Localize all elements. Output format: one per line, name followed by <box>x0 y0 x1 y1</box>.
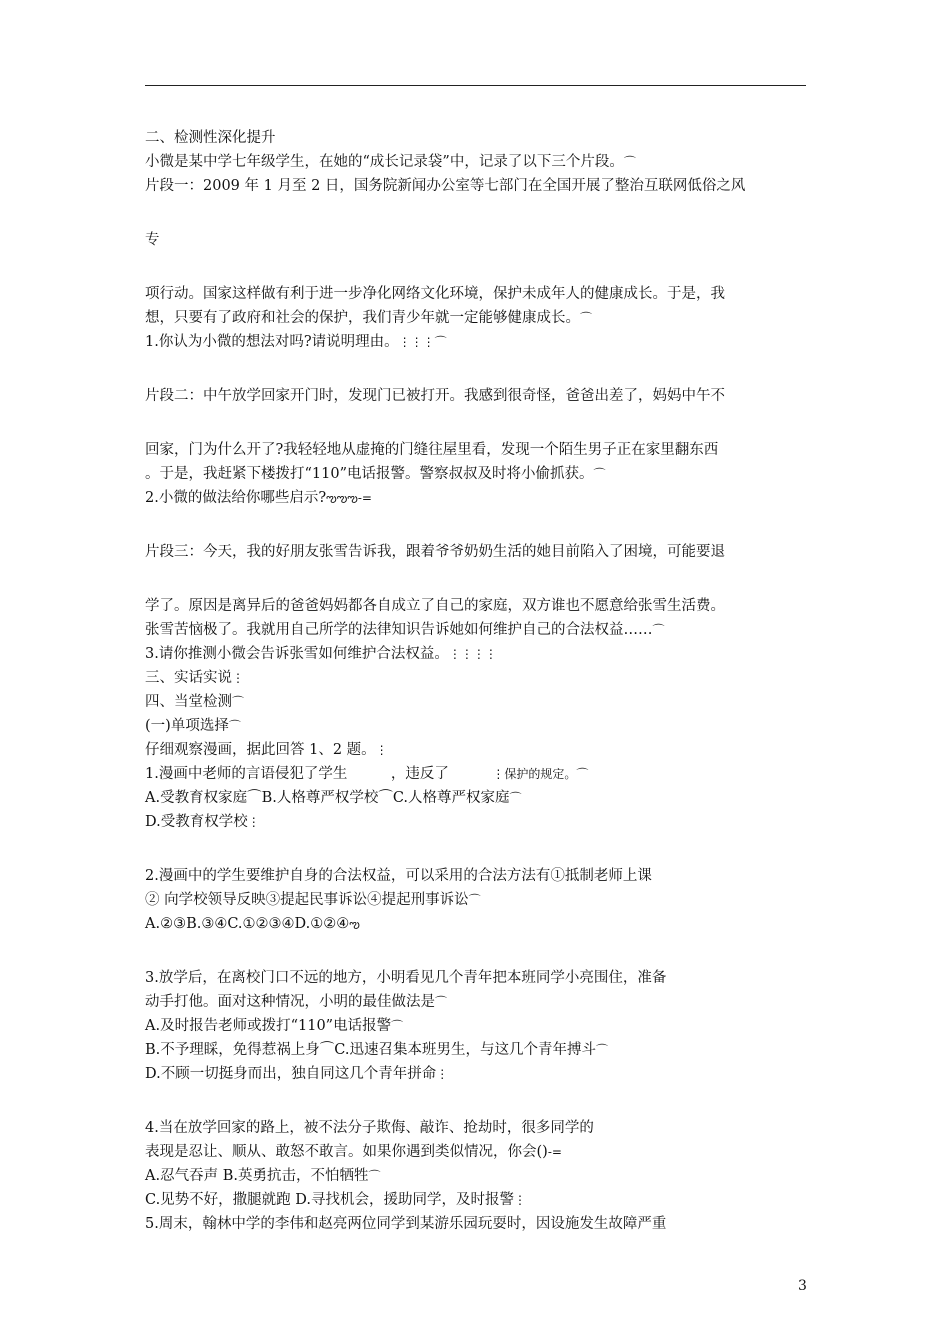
text-line <box>145 1038 810 1062</box>
line-mark: ⌒ <box>228 719 241 733</box>
text-line <box>145 594 810 618</box>
line-text: D.不顾一切挺身而出，独自同这几个青年拼命 <box>145 1066 437 1082</box>
line-text: 2.漫画中的学生要维护自身的合法权益，可以采用的合法方法有①抵制老师上课 <box>145 868 652 884</box>
document-body <box>145 126 810 1236</box>
text-line <box>145 690 810 714</box>
line-mark: ⋮ <box>514 1193 527 1207</box>
line-mark: ⌒ <box>593 467 606 481</box>
line-mark: ⌒ <box>509 791 522 805</box>
line-mark: ⋮ <box>436 1067 449 1081</box>
text-line <box>145 864 810 888</box>
text-line <box>145 1164 810 1188</box>
line-text: A.忍气吞声 B.英勇抗击，不怕牺牲 <box>145 1168 369 1184</box>
line-text: 想，只要有了政府和社会的保护，我们青少年就一定能够健康成长。 <box>145 310 580 326</box>
line-mark: -= <box>547 1145 562 1159</box>
text-line <box>145 1014 810 1038</box>
line-text: 1.漫画中老师的言语侵犯了学生 ，违反了 <box>145 766 493 782</box>
line-text: 二、检测性深化提升 <box>145 130 276 146</box>
line-text: (一)单项选择 <box>145 718 229 734</box>
text-line <box>145 888 810 912</box>
line-text: 张雪苦恼极了。我就用自己所学的法律知识告诉她如何维护自己的合法权益…… <box>145 622 653 638</box>
line-gap <box>145 408 810 438</box>
line-mark: ⌒ <box>391 1019 404 1033</box>
header-rule <box>145 85 806 86</box>
line-text: 项行动。国家这样做有利于进一步净化网络文化环境，保护未成年人的健康成长。于是，我 <box>145 286 725 302</box>
line-mark: ⌒ <box>580 311 593 325</box>
line-gap <box>145 834 810 864</box>
line-text: 四、当堂检测 <box>145 694 232 710</box>
line-text: D.受教育权学校 <box>145 814 248 830</box>
line-mark: ⌒ <box>435 995 448 1009</box>
line-mark: ఌ <box>349 917 360 931</box>
line-text: 小微是某中学七年级学生，在她的“成长记录袋”中，记录了以下三个片段。 <box>145 154 624 170</box>
line-mark: ⋮ <box>232 671 244 685</box>
line-text: 专 <box>145 232 160 248</box>
line-gap <box>145 198 810 228</box>
text-line <box>145 1188 810 1212</box>
line-text: 。于是，我赶紧下楼拨打“110”电话报警。警察叔叔及时将小偷抓获。 <box>145 466 594 482</box>
line-text: 学了。原因是离异后的爸爸妈妈都各自成立了自己的家庭，双方谁也不愿意给张雪生活费。 <box>145 598 725 614</box>
text-line <box>145 1062 810 1086</box>
text-line <box>145 150 810 174</box>
line-text: C.见势不好，撒腿就跑 D.寻找机会，援助同学，及时报警 <box>145 1192 515 1208</box>
text-line <box>145 714 810 738</box>
text-line <box>145 228 810 252</box>
line-mark: ⋮⋮⋮⋮ <box>448 647 497 661</box>
line-mark: ⌒ <box>652 623 665 637</box>
line-mark: ⌒ <box>623 155 636 169</box>
line-mark: ⋮保护的规定。⌒ <box>492 767 589 781</box>
line-gap <box>145 1086 810 1116</box>
text-line <box>145 618 810 642</box>
line-gap <box>145 936 810 966</box>
line-text: 动手打他。面对这种情况，小明的最佳做法是 <box>145 994 435 1010</box>
page-number: 3 <box>798 1278 807 1294</box>
text-line <box>145 810 810 834</box>
line-gap <box>145 252 810 282</box>
text-line <box>145 126 810 150</box>
line-mark: ⌒ <box>595 1043 608 1057</box>
line-mark: ⋮ <box>375 743 388 757</box>
line-text: 回家，门为什么开了?我轻轻地从虚掩的门缝往屋里看，发现一个陌生男子正在家里翻东西 <box>145 442 719 458</box>
text-line <box>145 1212 810 1236</box>
line-mark: ⌒ <box>368 1169 381 1183</box>
text-line <box>145 1140 810 1164</box>
text-line <box>145 642 810 666</box>
text-line <box>145 966 810 990</box>
line-text: A.及时报告老师或拨打“110”电话报警 <box>145 1018 392 1034</box>
line-gap <box>145 510 810 540</box>
text-line <box>145 912 810 936</box>
line-text: 仔细观察漫画，据此回答 1、2 题。 <box>145 742 376 758</box>
line-mark: ⌒ <box>468 893 481 907</box>
text-line <box>145 486 810 510</box>
line-text: 2.小微的做法给你哪些启示? <box>145 490 327 506</box>
text-line <box>145 282 810 306</box>
line-text: 三、实话实说 <box>145 670 232 686</box>
line-text: B.不予理睬，免得惹祸上身⌒C.迅速召集本班男生，与这几个青年搏斗 <box>145 1042 596 1058</box>
line-text: 5.周末，翰林中学的李伟和赵亮两位同学到某游乐园玩耍时，因设施发生故障严重 <box>145 1216 667 1232</box>
line-text: 表现是忍让、顺从、敢怒不敢言。如果你遇到类似情况，你会() <box>145 1144 548 1160</box>
text-line <box>145 438 810 462</box>
text-line <box>145 330 810 354</box>
text-line <box>145 738 810 762</box>
line-gap <box>145 564 810 594</box>
line-mark: ⋮ <box>247 815 260 829</box>
line-text: A.受教育权家庭⌒B.人格尊严权学校⌒C.人格尊严权家庭 <box>145 790 510 806</box>
text-line <box>145 990 810 1014</box>
line-mark: ఌఌఌ-= <box>326 491 372 505</box>
text-line <box>145 786 810 810</box>
line-text: 片段一：2009 年 1 月至 2 日，国务院新闻办公室等七部门在全国开展了整治互联网低俗之风 <box>145 178 746 194</box>
line-text: 片段二：中午放学回家开门时，发现门已被打开。我感到很奇怪，爸爸出差了，妈妈中午不 <box>145 388 725 404</box>
line-gap <box>145 354 810 384</box>
line-text: 片段三：今天，我的好朋友张雪告诉我，跟着爷爷奶奶生活的她目前陷入了困境，可能要退 <box>145 544 725 560</box>
text-line <box>145 174 810 198</box>
line-text: 3.放学后，在离校门口不远的地方，小明看见几个青年把本班同学小亮围住，准备 <box>145 970 667 986</box>
line-text: 4.当在放学回家的路上，被不法分子欺侮、敲诈、抢劫时，很多同学的 <box>145 1120 594 1136</box>
text-line <box>145 384 810 408</box>
line-mark: ⌒ <box>232 695 245 709</box>
text-line <box>145 666 810 690</box>
text-line <box>145 1116 810 1140</box>
text-line <box>145 540 810 564</box>
text-line <box>145 306 810 330</box>
line-mark: ⋮⋮⋮⌒ <box>398 335 447 349</box>
line-text: A.②③B.③④C.①②③④D.①②④ <box>145 916 350 932</box>
line-text: ② 向学校领导反映③提起民事诉讼④提起刑事诉讼 <box>145 892 469 908</box>
line-text: 1.你认为小微的想法对吗?请说明理由。 <box>145 334 399 350</box>
text-line <box>145 462 810 486</box>
line-text: 3.请你推测小微会告诉张雪如何维护合法权益。 <box>145 646 449 662</box>
text-line <box>145 762 810 786</box>
